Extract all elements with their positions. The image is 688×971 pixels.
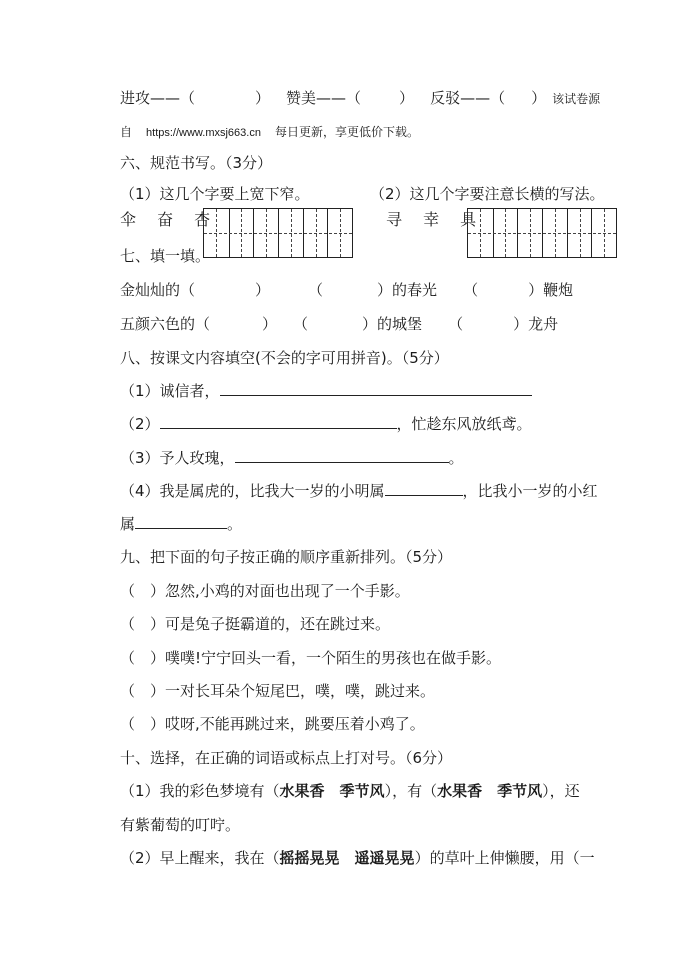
choice-question-1-cont: 有紫葡萄的叮咛。 xyxy=(120,816,241,834)
section-6-title: 六、规范书写。（3分） xyxy=(120,154,273,172)
answer-blank[interactable] xyxy=(220,381,532,396)
writing-grid-1[interactable] xyxy=(203,208,353,258)
antonym-row: 进攻——（ ） 赞美——（ ） 反驳——（ ） 该试卷源 xyxy=(120,89,601,107)
answer-blank[interactable] xyxy=(160,414,397,429)
section-10-title: 十、选择，在正确的词语或标点上打对号。（6分） xyxy=(120,749,453,767)
source-line: 自 https://www.mxsj663.cn 每日更新，享更低价下载。 xyxy=(120,125,419,139)
choice-question-1: （1）我的彩色梦境有（水果香 季节风），有（水果香 季节风），还 xyxy=(120,782,580,800)
answer-blank[interactable] xyxy=(385,481,463,496)
choice-options[interactable]: 水果香 季节风 xyxy=(437,782,543,800)
section-7-row-2: 五颜六色的（ ） （ ）的城堡 （ ）龙舟 xyxy=(120,315,559,333)
fill-question-2: （2） ，忙趁东风放纸鸢。 xyxy=(120,415,532,433)
section-6-sub-2: （2）这几个字要注意长横的写法。 xyxy=(370,185,605,203)
antonym-item-1: 进攻——（ xyxy=(120,89,196,107)
order-item[interactable]: （ ）可是兔子挺霸道的，还在跳过来。 xyxy=(120,615,391,633)
fill-question-4: （4）我是属虎的，比我大一岁的小明属 ，比我小一岁的小红 xyxy=(120,482,598,500)
section-7-title: 七、填一填。 xyxy=(120,247,211,265)
order-item[interactable]: （ ）一对长耳朵个短尾巴，噗，噗，跳过来。 xyxy=(120,682,436,700)
section-6-sub-1: （1）这几个字要上宽下窄。 xyxy=(120,185,310,203)
choice-options[interactable]: 摇摇晃晃 遥遥晃晃 xyxy=(279,849,415,867)
practice-chars-2: 寻 幸 具 xyxy=(386,210,485,229)
section-8-title: 八、按课文内容填空(不会的字可用拼音)。（5分） xyxy=(120,349,449,367)
fill-question-1: （1）诚信者， xyxy=(120,381,532,401)
source-url[interactable]: https://www.mxsj663.cn xyxy=(146,127,261,139)
order-item[interactable]: （ ）哎呀,不能再跳过来，跳要压着小鸡了。 xyxy=(120,715,425,733)
order-item[interactable]: （ ）噗噗!宁宁回头一看，一个陌生的男孩也在做手影。 xyxy=(120,649,502,667)
practice-chars-1: 伞 奋 杏 xyxy=(120,210,219,229)
antonym-item-2: 赞美——（ xyxy=(286,89,362,107)
source-note: 该试卷源 xyxy=(552,92,601,106)
section-9-title: 九、把下面的句子按正确的顺序重新排列。（5分） xyxy=(120,548,453,566)
fill-question-4-cont: 属 。 xyxy=(120,515,243,533)
answer-blank[interactable] xyxy=(135,514,227,529)
writing-grid-2[interactable] xyxy=(467,208,617,258)
order-item[interactable]: （ ）忽然,小鸡的对面也出现了一个手影。 xyxy=(120,582,410,600)
antonym-item-3: 反驳——（ xyxy=(430,89,506,107)
answer-blank[interactable] xyxy=(235,448,449,463)
section-7-row-1: 金灿灿的（ ） （ ）的春光 （ ）鞭炮 xyxy=(120,281,574,299)
choice-options[interactable]: 水果香 季节风 xyxy=(279,782,385,800)
choice-question-2: （2）早上醒来，我在（摇摇晃晃 遥遥晃晃）的草叶上伸懒腰，用（一 xyxy=(120,849,595,867)
fill-question-3: （3）予人玫瑰， 。 xyxy=(120,449,464,467)
